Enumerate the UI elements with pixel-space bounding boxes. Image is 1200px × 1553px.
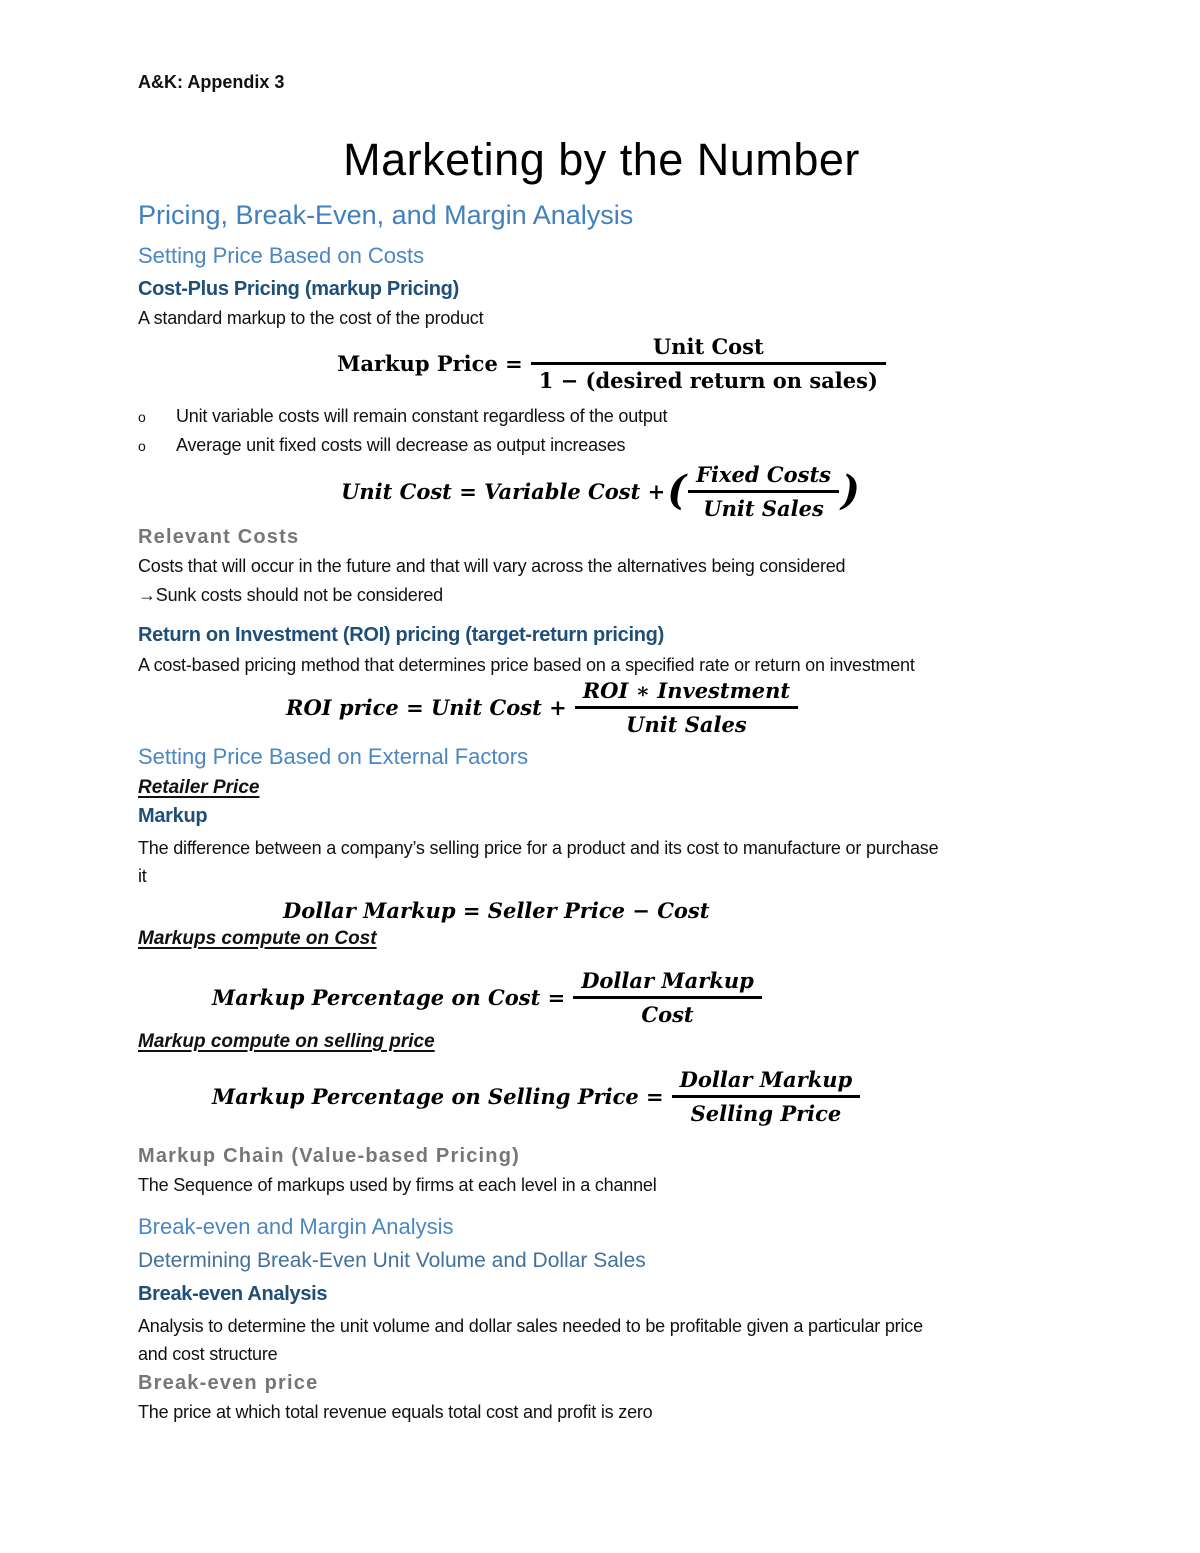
bullet-text: Average unit fixed costs will decrease as output increases: [176, 434, 626, 455]
formula-dollar-markup: [138, 898, 1065, 923]
paragraph-relevant-costs-desc: Costs that will occur in the future and that will vary across the alternatives being considered: [138, 555, 846, 576]
formula-dollar-markup-text: Dollar Markup = Seller Price − Cost: [283, 898, 710, 924]
doc-header: A&K: Appendix 3: [138, 72, 285, 92]
bullet-marker: o: [138, 437, 146, 454]
heading-setting-price-costs: Setting Price Based on Costs: [138, 242, 425, 268]
paragraph-markup-desc-line1: The difference between a company’s selling price for a product and its cost to manufacture or purchase: [138, 838, 939, 859]
heading-markup: Markup: [138, 805, 208, 828]
formula-unit-cost-lhs: Unit Cost = Variable Cost +: [341, 478, 666, 504]
formula-markup-price-numerator: Unit Cost: [531, 334, 886, 365]
paragraph-sunk-costs: →Sunk costs should not be considered: [138, 585, 443, 606]
list-item: [138, 435, 1065, 456]
heading-break-even-analysis: Break-even Analysis: [138, 1282, 328, 1305]
formula-roi-price-denominator: Unit Sales: [626, 712, 747, 738]
formula-markup-pct-cost-fraction: [573, 968, 762, 1027]
paragraph-break-even-desc: [138, 1312, 1065, 1368]
heading-pricing-break-even: Pricing, Break-Even, and Margin Analysis: [138, 200, 634, 231]
formula-unit-cost-numerator: Fixed Costs: [688, 462, 839, 493]
heading-determining-break-even: Determining Break-Even Unit Volume and Dollar Sales: [138, 1248, 646, 1272]
formula-unit-cost-denominator: Unit Sales: [703, 495, 824, 521]
heading-break-even-price: Break-even price: [138, 1371, 319, 1394]
heading-cost-plus-pricing: Cost-Plus Pricing (markup Pricing): [138, 278, 459, 301]
formula-roi-price-fraction: [575, 678, 798, 737]
paragraph-break-even-price-desc: The price at which total revenue equals total cost and profit is zero: [138, 1401, 653, 1422]
paragraph-break-even-desc-line2: and cost structure: [138, 1343, 278, 1364]
bullet-list: [138, 406, 1065, 456]
formula-markup-pct-selling: [138, 1067, 1065, 1126]
formula-markup-price-fraction: [531, 334, 886, 393]
heading-setting-price-external: Setting Price Based on External Factors: [138, 744, 529, 770]
formula-unit-cost-fraction: [688, 462, 839, 521]
list-item: [138, 406, 1065, 427]
page-title: Marketing by the Number: [343, 134, 860, 185]
formula-markup-price-denominator: 1 − (desired return on sales): [538, 367, 878, 393]
formula-markup-price: [138, 334, 1065, 393]
formula-markup-price-lhs: Markup Price =: [337, 350, 523, 376]
formula-markup-pct-cost-numerator: Dollar Markup: [573, 968, 762, 999]
paragraph-markup-desc-line2: it: [138, 866, 147, 887]
heading-roi-pricing: Return on Investment (ROI) pricing (target-return pricing): [138, 623, 664, 646]
formula-markup-pct-cost: [138, 968, 1065, 1027]
heading-markup-compute-on-selling: Markup compute on selling price: [138, 1030, 435, 1052]
heading-relevant-costs: Relevant Costs: [138, 525, 300, 548]
heading-retailer-price: Retailer Price: [138, 776, 260, 798]
paragraph-cost-plus-desc: A standard markup to the cost of the product: [138, 308, 484, 329]
paragraph-break-even-desc-line1: Analysis to determine the unit volume and dollar sales needed to be profitable given a particular price: [138, 1315, 923, 1336]
formula-markup-pct-cost-denominator: Cost: [641, 1001, 694, 1027]
paragraph-markup-chain-desc: The Sequence of markups used by firms at each level in a channel: [138, 1174, 657, 1195]
heading-markups-compute-on-cost: Markups compute on Cost: [138, 928, 377, 950]
heading-break-even-margin: Break-even and Margin Analysis: [138, 1214, 454, 1240]
formula-markup-pct-selling-lhs: Markup Percentage on Selling Price =: [212, 1083, 664, 1109]
paragraph-markup-desc: [138, 834, 1065, 890]
formula-markup-pct-selling-denominator: Selling Price: [690, 1100, 842, 1126]
formula-roi-price-numerator: ROI ∗ Investment: [575, 678, 798, 709]
formula-unit-cost: Unit Cost = Variable Cost + ( $\frac{\text{Fixed Costs}}{\text{Unit Sales}}$ ): [341, 461, 860, 521]
formula-markup-pct-selling-numerator: Dollar Markup: [672, 1067, 861, 1098]
heading-markup-chain: Markup Chain (Value-based Pricing): [138, 1144, 520, 1167]
bullet-text: Unit variable costs will remain constant regardless of the output: [176, 405, 668, 426]
formula-markup-pct-cost-lhs: Markup Percentage on Cost =: [212, 984, 566, 1010]
formula-markup-pct-selling-fraction: [672, 1067, 861, 1126]
bullet-marker: o: [138, 408, 146, 425]
paragraph-roi-desc: A cost-based pricing method that determines price based on a specified rate or return on investment: [138, 654, 915, 675]
formula-roi-price-lhs: ROI price = Unit Cost +: [286, 695, 567, 721]
formula-roi-price: [138, 678, 1065, 737]
